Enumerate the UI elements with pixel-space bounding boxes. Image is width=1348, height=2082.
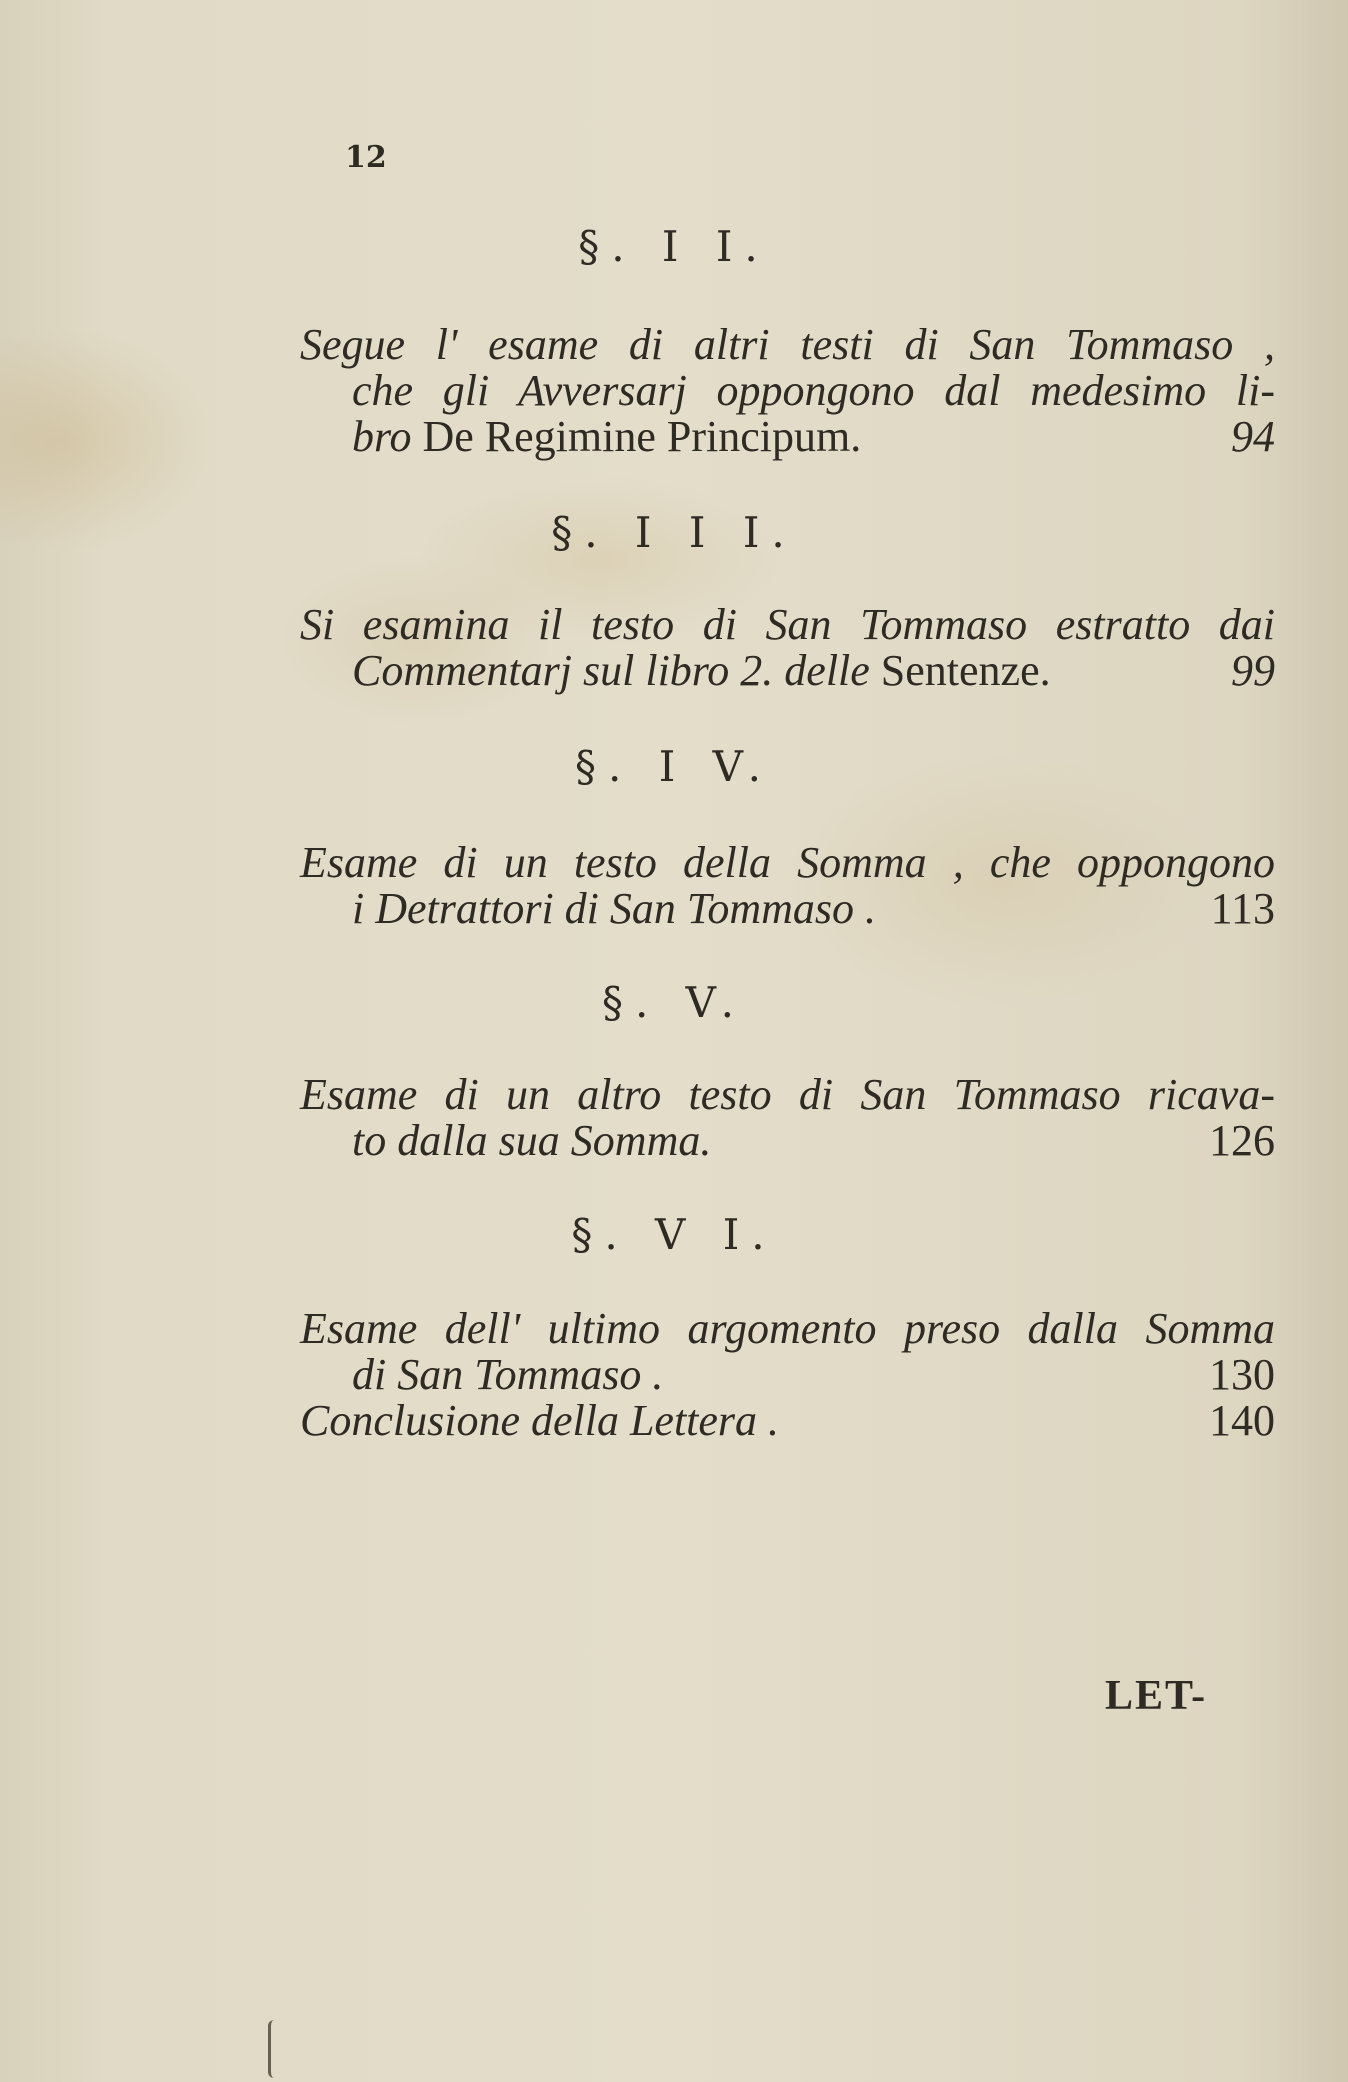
conclusion-line xyxy=(300,1398,1275,1444)
toc-entry-vi xyxy=(300,1306,1275,1444)
entry-line-last xyxy=(300,648,1275,694)
entry-line: Esame di un testo della Somma , che oppongono xyxy=(300,838,1275,887)
entry-title-upright: De Regimine Principum. xyxy=(422,412,862,461)
entry-line-text: i Detrattori di San Tommaso . xyxy=(352,884,877,933)
entry-line: Si esamina il testo di San Tommaso estratto dai xyxy=(300,600,1275,649)
entry-title-upright: Sentenze. xyxy=(880,646,1051,695)
conclusion-text: Conclusione della Lettera . xyxy=(300,1396,780,1445)
section-heading-iii: §. I I I. xyxy=(551,508,797,557)
entry-line-text: to dalla sua Somma. xyxy=(352,1116,712,1165)
toc-entry-v xyxy=(300,1072,1275,1164)
entry-line: che gli Avversarj oppongono dal medesimo li- xyxy=(352,366,1275,415)
toc-entry-iv xyxy=(300,840,1275,932)
entry-line-text: Commentarj sul libro 2. delle xyxy=(352,646,870,695)
section-heading-ii: §. I I. xyxy=(578,222,770,271)
conclusion-page-number: 140 xyxy=(1209,1396,1275,1445)
entry-line-text: di San Tommaso . xyxy=(352,1350,664,1399)
toc-entry-ii xyxy=(300,322,1275,460)
entry-line: Esame di un altro testo di San Tommaso ricava- xyxy=(300,1070,1275,1119)
catchword: LET- xyxy=(1105,1673,1208,1719)
entry-page-number: 130 xyxy=(1209,1350,1275,1399)
entry-line-last xyxy=(300,1118,1275,1164)
section-heading-vi: §. V I. xyxy=(571,1210,777,1259)
entry-page-number: 113 xyxy=(1210,884,1275,933)
section-heading-iv: §. I V. xyxy=(575,742,773,791)
entry-line: Segue l' esame di altri testi di San Tommaso , xyxy=(300,320,1275,369)
entry-line-last xyxy=(300,886,1275,932)
entry-page-number: 126 xyxy=(1209,1116,1275,1165)
entry-line-last xyxy=(300,414,1275,460)
entry-page-number: 94 xyxy=(1231,412,1275,461)
entry-line-text: bro xyxy=(352,412,412,461)
margin-ink-mark xyxy=(268,2020,277,2078)
entry-page-number: 99 xyxy=(1231,646,1275,695)
page-number: 12 xyxy=(345,140,387,175)
toc-entry-iii xyxy=(300,602,1275,694)
section-heading-v: §. V. xyxy=(601,978,747,1027)
entry-line-last xyxy=(300,1352,1275,1398)
entry-line: Esame dell' ultimo argomento preso dalla Somma xyxy=(300,1304,1275,1353)
